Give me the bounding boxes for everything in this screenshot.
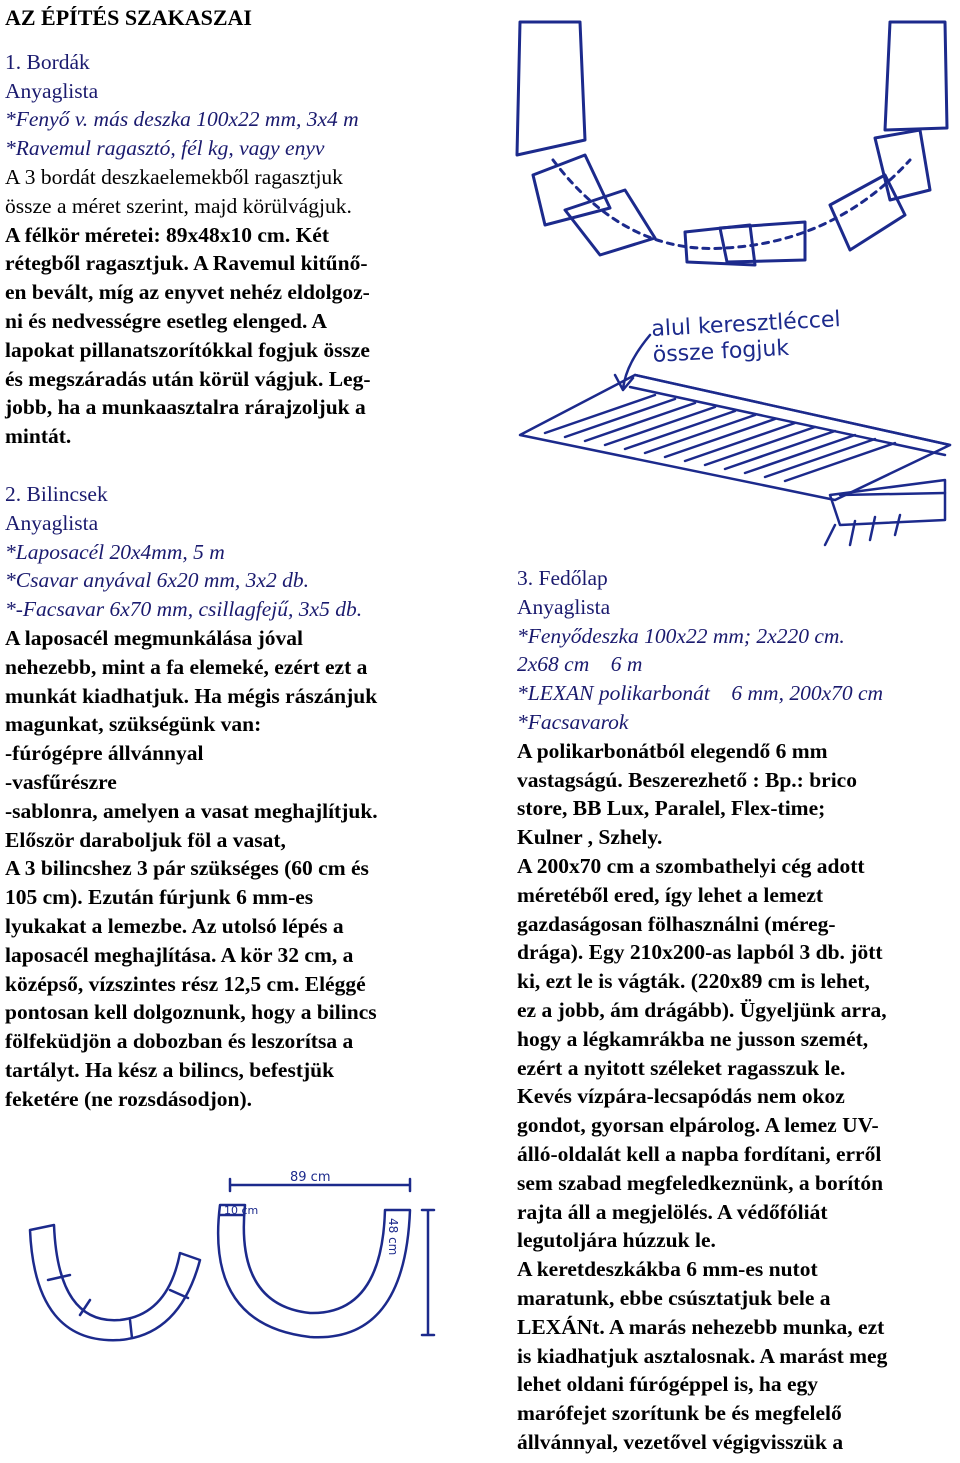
sec2-text-line: pontosan kell dolgoznunk, hogy a bilincs: [5, 1000, 377, 1025]
sec2-text-line: A 3 bilincshez 3 pár szükséges (60 cm és: [5, 856, 369, 881]
sec1-heading: 1. Bordák: [5, 49, 90, 74]
sec3-item: *Facsavarok: [517, 709, 629, 734]
rib-segment: [885, 22, 947, 130]
sec3-text-line: gondot, gyorsan elpárolog. A lemez UV-: [517, 1113, 879, 1138]
crossbar-note-line: össze fogjuk: [652, 335, 790, 368]
sec3-text-line: A 200x70 cm a szombathelyi cég adott: [517, 853, 865, 878]
sec2-item: *-Facsavar 6x70 mm, csillagfejű, 3x5 db.: [5, 597, 363, 622]
sec3-text-line: ez a jobb, ám drágább). Ügyeljünk arra,: [517, 997, 887, 1022]
sec3-text-line: ki, ezt le is vágták. (220x89 cm is lehet,: [517, 969, 870, 994]
sec2-text-line: feketére (ne rozsdásodjon).: [5, 1086, 253, 1111]
left-column: [5, 4, 445, 1113]
rib-segmented-u: [30, 1225, 200, 1340]
rib-segment: [720, 222, 805, 262]
sec2-text-line: 105 cm). Ezután fúrjunk 6 mm-es: [5, 885, 314, 910]
sec3-text-line: marófejet szorítunk be és megfelelő: [517, 1401, 842, 1426]
sec2-text-line: tartályt. Ha kész a bilincs, befestjük: [5, 1057, 335, 1082]
dim-width-label: 89 cm: [290, 1170, 331, 1185]
sec3-text-line: A keretdeszkákba 6 mm-es nutot: [517, 1257, 818, 1282]
sec1-text-line: és megszáradás után körül vágjuk. Leg-: [5, 366, 371, 391]
rib-segment: [517, 22, 585, 155]
sec2-text-line: Először daraboljuk föl a vasat,: [5, 827, 286, 852]
sec2-text-line: -sablonra, amelyen a vasat meghajlítjuk.: [5, 798, 378, 823]
sec1-text-line: A félkör méretei: 89x48x10 cm. Két: [5, 222, 329, 247]
sec2-text-line: A laposacél megmunkálása jóval: [5, 625, 304, 650]
sec3-text-line: lehet oldani fúrógéppel is, ha egy: [517, 1372, 819, 1397]
rib-arc-dashed: [553, 160, 910, 248]
sec3-text-line: drága). Egy 210x200-as lapból 3 db. jött: [517, 940, 883, 965]
sec3-text-line: maratunk, ebbe csúsztatjuk bele a: [517, 1285, 831, 1310]
sec3-text-line: is kiadhatjuk asztalosnak. A marást meg: [517, 1343, 888, 1368]
sec1-text-line: össze a méret szerint, majd körülvágjuk.: [5, 193, 352, 218]
sec3-item: *LEXAN polikarbonát 6 mm, 200x70 cm: [517, 681, 884, 706]
board-hatching: [545, 395, 895, 481]
sec2-subheading: Anyaglista: [5, 510, 99, 535]
sec3-item: 2x68 cm 6 m: [517, 652, 643, 677]
rib-segment: [875, 130, 930, 200]
sec3-text-line: vastagságú. Beszerezhető : Bp.: brico: [517, 767, 857, 792]
sec3-text-line: sem szabad megfeledkeznünk, a borítón: [517, 1170, 884, 1195]
sec1-item: *Fenyő v. más deszka 100x22 mm, 3x4 m: [5, 107, 359, 132]
detail-piece: [825, 515, 900, 545]
sec2-text-line: középső, vízszintes rész 12,5 cm. Eléggé: [5, 971, 366, 996]
sec1-text-line: en bevált, míg az enyvet nehéz eldolgoz-: [5, 280, 370, 305]
detail-piece: [830, 480, 945, 525]
sec3-text-line: álló-oldalát kell a napba fordítani, erről: [517, 1141, 882, 1166]
crossbar-note-line: alul keresztléccel: [650, 307, 842, 342]
section-gap: [5, 451, 445, 480]
sec3-text-line: Kulner , Szhely.: [517, 825, 663, 850]
sec3-text-line: store, BB Lux, Paralel, Flex-time;: [517, 796, 826, 821]
sec1-text-line: A 3 bordát deszkaelemekből ragasztjuk: [5, 164, 343, 189]
sec3-text-line: legutoljára húzzuk le.: [517, 1228, 716, 1253]
sec3-text-line: rajta áll a megjelölés. A védőfóliát: [517, 1199, 828, 1224]
sec1-text-line: rétegből ragasztjuk. A Ravemul kitűnő-: [5, 251, 368, 276]
rib-segment: [830, 175, 905, 250]
sec3-text-line: A polikarbonátból elegendő 6 mm: [517, 738, 828, 763]
sec3-item: *Fenyődeszka 100x22 mm; 2x220 cm.: [517, 623, 845, 648]
sec1-text-line: lapokat pillanatszorítókkal fogjuk össze: [5, 337, 370, 362]
rib-segment: [533, 155, 610, 225]
sec3-text-line: gazdaságosan fölhasználni (méreg-: [517, 911, 836, 936]
sec2-item: *Csavar anyával 6x20 mm, 3x2 db.: [5, 568, 309, 593]
sec2-text-line: -vasfűrészre: [5, 769, 117, 794]
sec1-text-line: jobb, ha a munkaasztalra rárajzoljuk a: [5, 395, 366, 420]
sec2-text-line: lyukakat a lemezbe. Az utolsó lépés a: [5, 913, 344, 938]
page-title: AZ ÉPÍTÉS SZAKASZAI: [5, 5, 252, 30]
sec2-text-line: magunkat, szükségünk van:: [5, 712, 262, 737]
sec2-text-line: laposacél meghajlítása. A kör 32 cm, a: [5, 942, 354, 967]
right-column: [517, 564, 957, 1457]
sec2-text-line: nehezebb, mint a fa elemeké, ezért ezt a: [5, 654, 368, 679]
sec1-item: *Ravemul ragasztó, fél kg, vagy enyv: [5, 136, 325, 161]
sec1-text-line: ni és nedvességre esetleg elenged. A: [5, 308, 328, 333]
crossbar-note: [651, 307, 843, 369]
dim-height-label: 48 cm: [386, 1218, 400, 1256]
rib-segment: [565, 190, 655, 255]
hatched-board: [520, 375, 950, 500]
dim-line-height: [422, 1210, 434, 1335]
sec3-subheading: Anyaglista: [517, 594, 611, 619]
sec1-text-line: mintát.: [5, 424, 72, 449]
sec2-text-line: fölfeküdjön a dobozban és leszorítsa a: [5, 1029, 354, 1054]
rib-solid-u: [218, 1205, 410, 1337]
sec2-heading: 2. Bilincsek: [5, 481, 108, 506]
sec3-text-line: méretéből ered, így lehet a lemezt: [517, 882, 824, 907]
sec3-text-line: Kevés vízpára-lecsapódás nem okoz: [517, 1084, 845, 1109]
detail-rail: [840, 493, 945, 495]
rib-segments-sketch: [505, 10, 955, 280]
sec3-heading: 3. Fedőlap: [517, 566, 608, 590]
sec3-text-line: LEXÁNt. A marás nehezebb munka, ezt: [517, 1314, 885, 1339]
sec3-text-line: állvánnyal, vezetővel végigvisszük a: [517, 1429, 844, 1454]
sec2-item: *Laposacél 20x4mm, 5 m: [5, 539, 225, 564]
sec3-text-line: hogy a légkamrákba ne jusson szemét,: [517, 1026, 869, 1051]
u-rib-sketch: [20, 1155, 450, 1360]
sec2-text-line: -fúrógépre állvánnyal: [5, 741, 204, 766]
sec1-subheading: Anyaglista: [5, 78, 99, 103]
sec3-text-line: ezért a nyitott széleket ragasszuk le.: [517, 1055, 846, 1080]
dim-thickness-label: 10 cm: [224, 1204, 259, 1217]
sec2-text-line: munkát kiadhatjuk. Ha mégis rászánjuk: [5, 683, 378, 708]
